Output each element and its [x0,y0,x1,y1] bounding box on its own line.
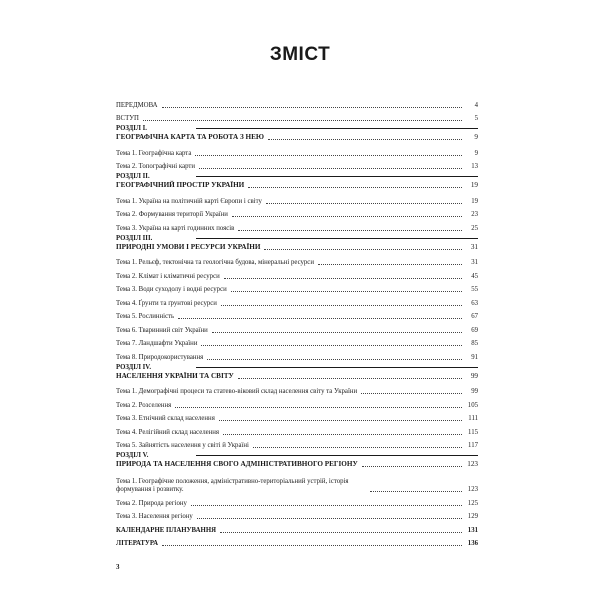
entry-label: Тема 3. Україна на карті годинних поясів [116,224,235,232]
toc-section [116,171,478,192]
entry-label: Тема 3. Води суходолу і водні ресурси [116,286,227,293]
entry-label: Тема 5. Зайнятість населення у світі й Україні [116,442,249,449]
section-title-row[interactable] [116,243,478,252]
entry-label: Тема 2. Природа регіону [116,499,187,507]
dot-leader [223,433,462,435]
dot-leader [253,446,462,448]
toc-entry[interactable] [116,110,478,124]
toc-topic[interactable] [116,294,478,308]
entry-label: Тема 2. Топографічні карти [116,163,196,170]
section-title: НАСЕЛЕННЯ УКРАЇНИ ТА СВІТУ [116,371,234,380]
page-ref: 5 [474,115,478,122]
dot-leader [178,317,462,319]
entry-label: Тема 7. Ландшафти України [116,340,198,347]
entry-label: Тема 1. Рельєф, тектонічна та геологічна будова, мінеральні ресурси [116,259,314,266]
toc-topic[interactable] [116,396,478,410]
toc-topic[interactable] [116,144,478,158]
entry-label: Тема 5. Рослинність [116,313,175,320]
entry-label: Тема 2. Формування території України [116,211,228,218]
section-title: ГЕОГРАФІЧНИЙ ПРОСТІР УКРАЇНИ [116,181,245,189]
dot-leader [248,187,462,188]
section-title-row[interactable] [116,133,478,142]
page-ref: 123 [467,460,478,468]
section-title: ГЕОГРАФІЧНА КАРТА ТА РОБОТА З НЕЮ [116,133,265,141]
entry-label: Тема 1. Україна на політичній карті Європи і світу [116,197,262,205]
entry-label: Тема 1. Демографічні процеси та статево-віковий склад населення світу та України [116,388,358,395]
dot-leader [162,106,462,108]
toc-topic[interactable] [116,267,478,281]
page-ref: 45 [471,272,478,280]
section-title-row[interactable] [116,460,478,469]
entry-label: ПЕРЕДМОВА [116,101,158,109]
toc-topic[interactable] [116,219,478,233]
toc-section [116,450,478,471]
page-ref: 9 [474,149,478,157]
section-rule [196,455,478,456]
page-ref: 31 [471,259,478,266]
dot-leader [162,544,462,546]
page-ref: 136 [467,540,478,547]
dot-leader [212,331,462,333]
page-ref: 13 [471,163,478,170]
toc-topic[interactable] [116,158,478,172]
section-title-row[interactable] [116,372,478,381]
page-ref: 85 [471,340,478,347]
toc-section [116,362,478,383]
dot-leader [191,504,462,506]
page-ref: 111 [468,415,478,422]
page-ref: 67 [471,313,478,320]
toc-topic[interactable] [116,508,478,522]
page-ref: 25 [471,224,478,232]
dot-leader [238,378,462,379]
toc-topic[interactable] [116,206,478,220]
section-number: РОЗДІЛ IV. [116,363,152,371]
dot-leader [370,490,462,492]
dot-leader [238,229,462,231]
dot-leader [197,517,462,519]
dot-leader [231,290,462,292]
page-ref: 131 [467,526,478,534]
page-ref: 31 [470,242,478,251]
page-ref: 123 [467,486,478,493]
dot-leader [264,249,462,250]
entry-label: Тема 8. Природокористування [116,353,204,361]
page-ref: 63 [471,299,478,307]
entry-label: Тема 3. Етнічний склад населення [116,415,215,422]
toc-topic[interactable] [116,335,478,349]
page-ref: 105 [467,401,478,409]
toc-topic[interactable] [116,348,478,362]
page-ref: 9 [474,133,478,141]
dot-leader [268,139,462,140]
page-ref: 125 [467,499,478,507]
page-number: 3 [116,563,120,571]
page-ref: 69 [471,326,478,334]
toc-topic[interactable] [116,437,478,451]
dot-leader [175,406,462,408]
entry-label: Тема 1. Географічне положення, адміністративно-територіальний устрій, історія формування і розвитку. [116,478,368,494]
toc-topic[interactable] [116,471,478,494]
toc-entry[interactable] [116,96,478,110]
toc-topic[interactable] [116,494,478,508]
toc-topic[interactable] [116,423,478,437]
section-rule [196,128,478,129]
section-number: РОЗДІЛ II. [116,173,150,180]
page-ref: 99 [471,388,478,395]
toc-topic[interactable] [116,281,478,295]
section-title: ПРИРОДНІ УМОВИ І РЕСУРСИ УКРАЇНИ [116,242,261,251]
page-ref: 129 [467,513,478,520]
dot-leader [220,531,462,533]
page-ref: 115 [468,428,478,436]
table-of-contents [116,96,478,548]
dot-leader [201,344,462,346]
entry-label: ЛІТЕРАТУРА [116,540,159,547]
entry-label: Тема 2. Розселення [116,401,172,409]
toc-topic[interactable] [116,321,478,335]
entry-label: Тема 4. Ґрунти та ґрунтові ресурси [116,299,217,307]
entry-label: Тема 4. Релігійний склад населення [116,428,220,436]
section-title: ПРИРОДА ТА НАСЕЛЕННЯ СВОГО АДМІНІСТРАТИВНОГО РЕГІОНУ [116,460,358,468]
section-number: РОЗДІЛ I. [116,125,148,132]
toc-topic[interactable] [116,254,478,268]
section-number: РОЗДІЛ III. [116,234,153,242]
dot-leader [143,119,462,121]
dot-leader [207,358,462,360]
dot-leader [361,392,462,394]
page-ref: 19 [471,197,478,205]
toc-topic[interactable] [116,410,478,424]
dot-leader [266,202,462,204]
page-ref: 99 [470,371,478,380]
dot-leader [221,304,462,306]
toc-entry[interactable] [116,521,478,535]
dot-leader [224,277,462,279]
toc-entry[interactable] [116,535,478,549]
page-ref: 91 [471,353,478,361]
page-ref: 19 [470,181,478,189]
page-title: ЗМІСТ [269,44,331,65]
section-rule [196,238,478,239]
page-ref: 23 [471,211,478,218]
section-number: РОЗДІЛ V. [116,452,149,459]
toc-topic[interactable] [116,192,478,206]
section-title-row[interactable] [116,181,478,190]
dot-leader [199,167,462,169]
toc-section [116,233,478,254]
page-ref: 117 [468,442,478,449]
page-ref: 55 [471,286,478,293]
dot-leader [195,154,462,156]
entry-label: ВСТУП [116,115,139,122]
toc-topic[interactable] [116,308,478,322]
page-ref: 4 [474,101,478,109]
section-rule [196,176,478,177]
entry-label: Тема 2. Клімат і кліматичні ресурси [116,272,220,280]
dot-leader [232,215,462,217]
entry-label: Тема 3. Населення регіону [116,513,193,520]
entry-label: Тема 1. Географічна карта [116,149,192,157]
section-rule [196,367,478,368]
toc-section [116,123,478,144]
entry-label: Тема 6. Тваринний світ України [116,326,208,334]
dot-leader [318,263,462,265]
entry-label: КАЛЕНДАРНЕ ПЛАНУВАННЯ [116,526,217,534]
dot-leader [219,419,462,421]
toc-topic[interactable] [116,383,478,397]
dot-leader [362,466,462,467]
